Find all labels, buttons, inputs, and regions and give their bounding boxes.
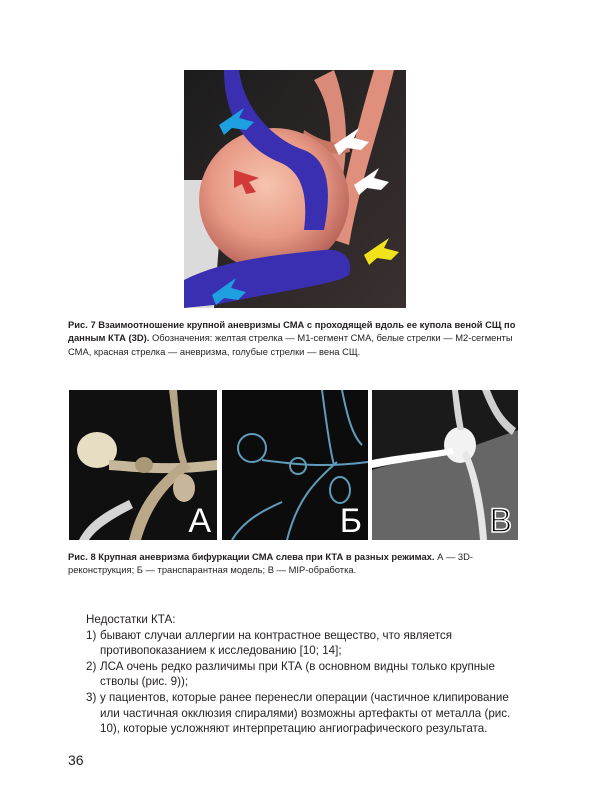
list-item-number: 2) xyxy=(86,659,97,673)
list-item-number: 1) xyxy=(86,628,97,642)
panel-a-label: А xyxy=(188,502,211,540)
drawbacks-list xyxy=(86,628,526,737)
figure-8-panel-a xyxy=(69,390,217,540)
figure-7-illustration xyxy=(184,70,406,308)
figure-7-caption xyxy=(68,318,526,358)
figure-7-caption-text: Обозначения: желтая стрелка — М1-сегмент СМА, белые стрелки — М2-сегменты СМА, красная стрелка — аневризма, голубые стрелки — вена СЩ. xyxy=(68,332,513,357)
panel-b-label: Б xyxy=(339,502,362,540)
figure-8-caption-text: А — 3D-реконструкция; Б — транспарантная модель; В — MIP-обработка. xyxy=(68,551,474,576)
list-item-number: 3) xyxy=(86,690,97,704)
page-number: 36 xyxy=(68,752,84,768)
figure-8-panel-b xyxy=(222,390,368,540)
body-text xyxy=(86,612,526,737)
list-item xyxy=(86,690,526,737)
panel-c-label: В xyxy=(489,502,512,540)
list-item xyxy=(86,659,526,690)
section-heading: Недостатки КТА: xyxy=(86,613,176,626)
figure-8-panel-c xyxy=(372,390,518,540)
figure-7-caption-title: Рис. 7 Взаимоотношение крупной аневризмы СМА с проходящей вдоль ее купола веной СЩ по данным КТА (3D). xyxy=(68,319,516,344)
list-item xyxy=(86,628,526,659)
figure-7-image xyxy=(184,70,406,308)
figure-8-caption xyxy=(68,550,526,577)
figure-8-caption-title: Рис. 8 Крупная аневризма бифуркации СМА слева при КТА в разных режимах. xyxy=(68,551,435,562)
list-item-text: ЛСА очень редко различимы при КТА (в основном видны только крупные стволы (рис. 9)); xyxy=(100,659,495,689)
list-item-text: у пациентов, которые ранее перенесли операции (частичное клипирование или частичная окклюзия спиралями) возможны артефакты от металла (рис. 10), которые усложняют интерпретацию ангиографического результата. xyxy=(100,690,511,736)
list-item-text: бывают случаи аллергии на контрастное вещество, что является противопоказанием к исследованию [10; 14]; xyxy=(100,628,452,658)
